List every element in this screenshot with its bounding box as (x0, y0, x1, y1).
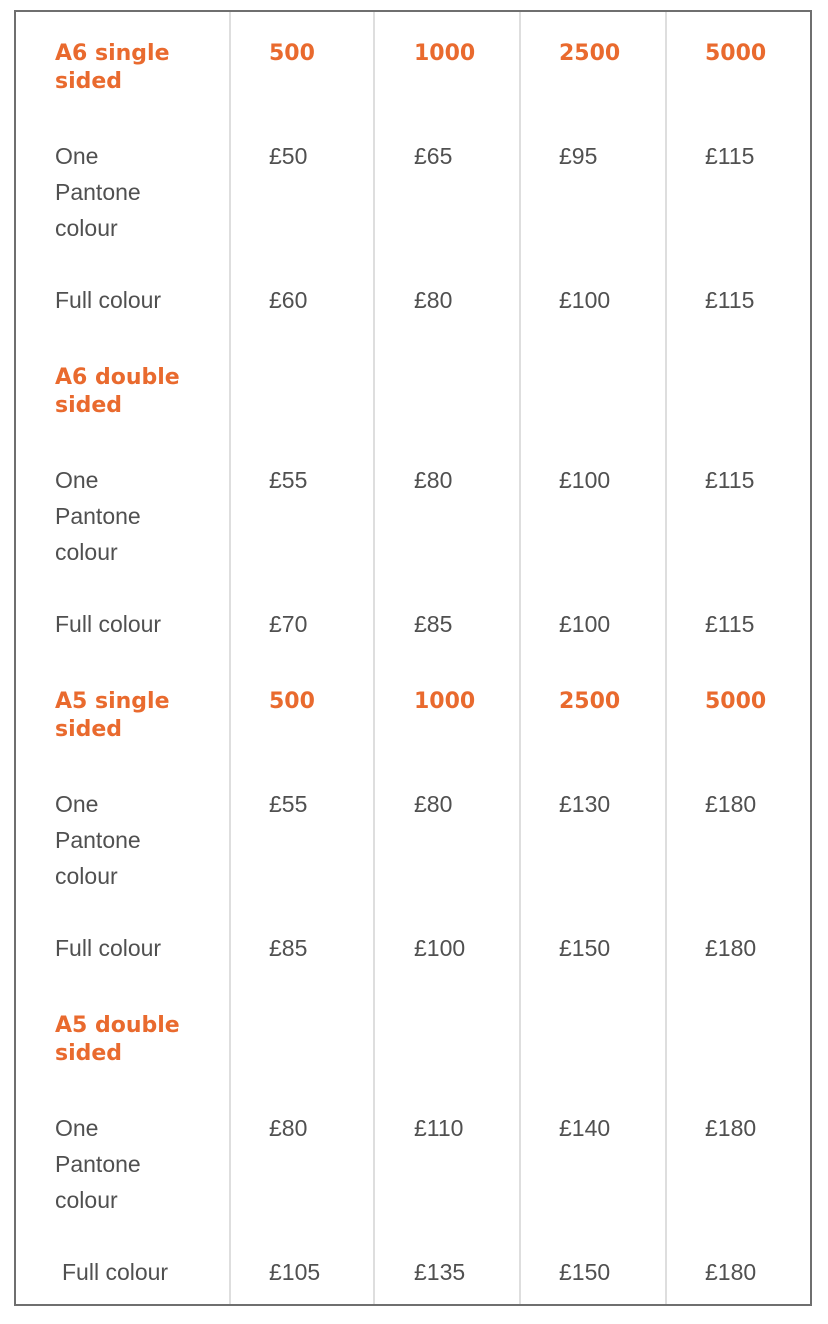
price-cell: £100 (559, 467, 611, 493)
price-cell: £105 (269, 1259, 321, 1285)
price-cell: £55 (269, 467, 308, 493)
price-cell: £180 (705, 1115, 757, 1141)
price-cell: £65 (414, 143, 453, 169)
price-cell: £115 (705, 611, 755, 637)
quantity-header: 1000 (414, 689, 476, 714)
price-cell: £100 (559, 611, 611, 637)
section-title: A5 single sided (55, 689, 170, 742)
price-cell: £110 (414, 1115, 464, 1141)
price-cell: £80 (414, 287, 453, 313)
price-cell: £95 (559, 143, 598, 169)
price-cell: £115 (705, 287, 755, 313)
row-label: Full colour (62, 1259, 169, 1285)
price-cell: £85 (414, 611, 453, 637)
price-cell: £55 (269, 791, 308, 817)
column-divider (519, 12, 521, 1304)
row-label: Full colour (55, 611, 162, 637)
price-cell: £80 (414, 791, 453, 817)
price-cell: £180 (705, 935, 757, 961)
section-title: A5 double sided (55, 1013, 180, 1066)
section-title: A6 double sided (55, 365, 180, 418)
row-label: One Pantone colour (55, 1115, 141, 1213)
section-title: A6 single sided (55, 41, 170, 94)
price-cell: £50 (269, 143, 308, 169)
price-cell: £80 (414, 467, 453, 493)
quantity-header: 500 (269, 689, 315, 714)
column-divider (229, 12, 231, 1304)
price-cell: £100 (559, 287, 611, 313)
quantity-header: 5000 (705, 41, 767, 66)
price-cell: £130 (559, 791, 611, 817)
price-cell: £85 (269, 935, 308, 961)
price-table (14, 10, 812, 1306)
price-cell: £180 (705, 1259, 757, 1285)
price-cell: £150 (559, 935, 611, 961)
quantity-header: 2500 (559, 41, 621, 66)
row-label: One Pantone colour (55, 467, 141, 565)
quantity-header: 1000 (414, 41, 476, 66)
price-cell: £60 (269, 287, 308, 313)
price-cell: £100 (414, 935, 466, 961)
quantity-header: 5000 (705, 689, 767, 714)
row-label: Full colour (55, 287, 162, 313)
quantity-header: 500 (269, 41, 315, 66)
price-cell: £115 (705, 143, 755, 169)
price-cell: £135 (414, 1259, 466, 1285)
column-divider (665, 12, 667, 1304)
price-cell: £140 (559, 1115, 611, 1141)
quantity-header: 2500 (559, 689, 621, 714)
column-divider (373, 12, 375, 1304)
row-label: Full colour (55, 935, 162, 961)
price-cell: £80 (269, 1115, 308, 1141)
price-cell: £70 (269, 611, 308, 637)
price-cell: £150 (559, 1259, 611, 1285)
price-cell: £180 (705, 791, 757, 817)
price-cell: £115 (705, 467, 755, 493)
row-label: One Pantone colour (55, 143, 141, 241)
row-label: One Pantone colour (55, 791, 141, 889)
